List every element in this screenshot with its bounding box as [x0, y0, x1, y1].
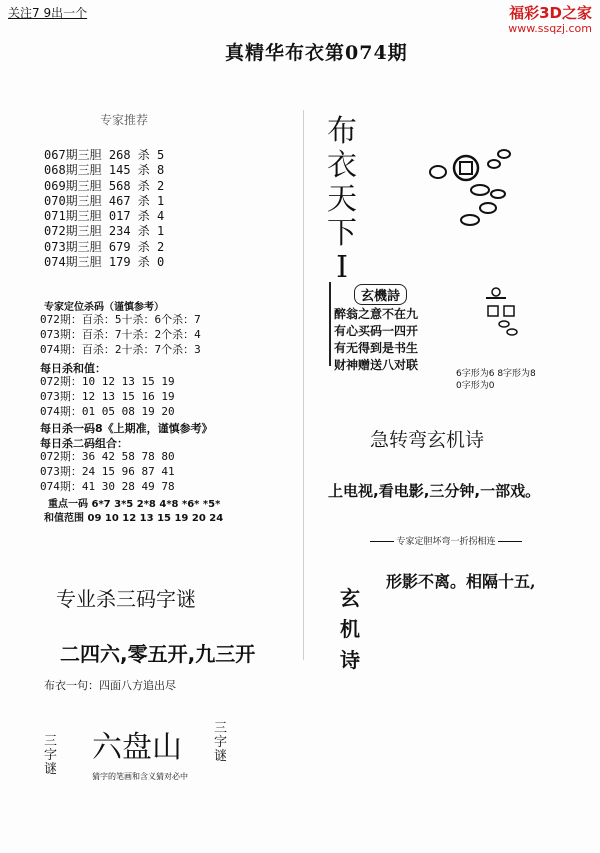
bottom-line: 形影不离。相隔十五, [386, 572, 536, 591]
sum-range-line: 和值范围 09 10 12 13 15 19 20 24 [44, 513, 224, 524]
position-kill-list [40, 312, 201, 357]
list-item: 074期：41 30 28 49 78 [40, 480, 175, 493]
expert-rows [44, 148, 164, 270]
note-lines [456, 368, 536, 392]
urgent-poem-line: 上电视,看电影,三分钟,一部戏。 [328, 482, 541, 500]
list-item: 醉翁之意不在九 [334, 307, 419, 321]
buyi-line: 布衣一句：四面八方追出尽 [44, 679, 176, 692]
riddle-answer: 二四六,零五开,九三开 [60, 642, 256, 666]
list-item: 073期：百杀：7十杀：2个杀：4 [40, 328, 201, 341]
list-item: 074期：百杀：2十杀：7个杀：3 [40, 343, 201, 356]
riddle-big: 六盘山 [92, 730, 182, 765]
brand-logo[interactable] [508, 2, 592, 35]
follow-text: 关注7 9出一个 [8, 6, 88, 20]
list-item: 073期：12 13 15 16 19 [40, 390, 175, 403]
side-vertical: 玄机诗 [340, 586, 360, 672]
daily-sum-list [40, 374, 175, 419]
list-item: 073期：24 15 96 87 41 [40, 465, 175, 478]
bead-figure-icon [474, 286, 534, 346]
bead-illustration-icon [418, 144, 528, 230]
kill-two-list [40, 449, 175, 494]
expert-bar: 专家定胆坏弯一折拐相连 [343, 534, 549, 547]
list-item: 074期：01 05 08 19 20 [40, 405, 175, 418]
list-item: 074期三胆 179 杀 0 [44, 255, 165, 270]
list-item: 有无得到是书生 [334, 341, 419, 355]
list-item: 072期：36 42 58 78 80 [40, 450, 175, 463]
list-item: 072期三胆 234 杀 1 [44, 224, 165, 239]
side-label-left: 三字谜 [44, 734, 58, 777]
daily-sum-heading: 每日杀和值： [40, 362, 106, 375]
expert-heading: 专家推荐 [100, 113, 149, 127]
list-item: 067期三胆 268 杀 5 [44, 148, 165, 162]
brand-url: www.ssqzj.com [508, 22, 592, 35]
poem-title: 玄機詩 [354, 284, 407, 305]
poem-lines [334, 306, 418, 374]
list-item: 有心买码一四开 [334, 324, 419, 338]
position-kill-heading: 专家定位杀码（谨慎参考） [44, 302, 164, 313]
list-item: 6字形为6 8字形为8 [456, 369, 536, 379]
brand-name: 福彩3D之家 [509, 4, 592, 22]
list-item: 072期：10 12 13 15 19 [40, 375, 175, 388]
column-divider [303, 110, 304, 660]
side-label-right: 三字谜 [214, 721, 228, 764]
list-item: 财神赠送八对联 [334, 358, 419, 372]
list-item: 068期三胆 145 杀 8 [44, 163, 165, 178]
riddle-hint: 猜字的笔画和含义猜对必中 [92, 772, 188, 781]
riddle-heading: 专业杀三码字谜 [56, 587, 196, 611]
list-item: 073期三胆 679 杀 2 [44, 239, 165, 254]
kill-one-heading: 每日杀一码8《上期准，谨慎参考》 [40, 422, 213, 435]
urgent-poem-heading: 急转弯玄机诗 [370, 429, 485, 451]
list-item: 069期三胆 568 杀 2 [44, 178, 165, 193]
key-pair-line: 重点一码 6*7 3*5 2*8 4*8 *6* *5* [48, 499, 221, 510]
list-item: 070期三胆 467 杀 1 [44, 193, 165, 208]
list-item: 072期：百杀：5十杀：6个杀：7 [40, 313, 201, 326]
vertical-title: 布衣天下I [327, 114, 357, 285]
kill-two-heading: 每日杀二码组合： [40, 437, 128, 450]
list-item: 0字形为0 [456, 381, 495, 391]
list-item: 071期三胆 017 杀 4 [44, 209, 165, 224]
page-title: 真精华布衣第074期 [225, 42, 408, 64]
